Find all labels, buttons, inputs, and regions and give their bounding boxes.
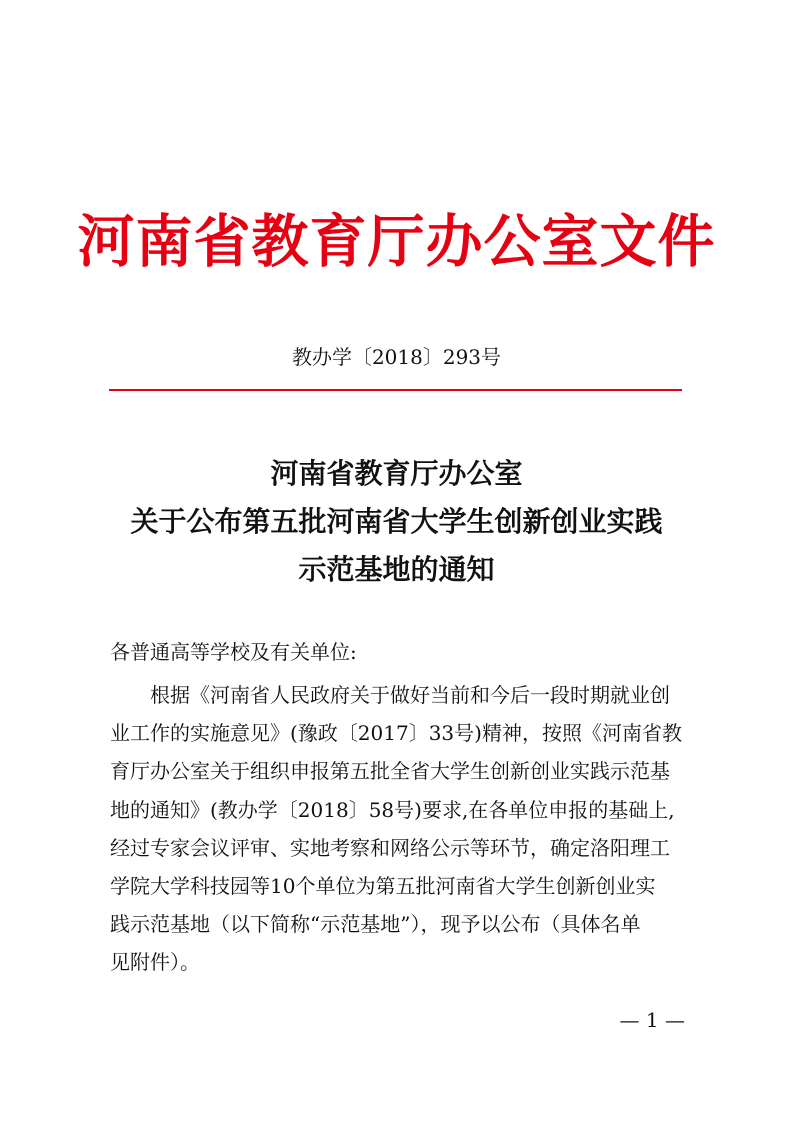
- body-line: 践示范基地（以下简称“示范基地”），现予以公布（具体名单: [110, 912, 641, 937]
- body-line: 见附件）。: [110, 950, 200, 975]
- title-line: 关于公布第五批河南省大学生创新创业实践: [130, 505, 663, 538]
- body-line: 育厅办公室关于组织申报第五批全省大学生创新创业实践示范基: [110, 759, 670, 784]
- notice-title: [0, 450, 793, 594]
- body-line: 业工作的实施意见》(豫政〔2017〕33号)精神，按照《河南省教: [110, 721, 682, 746]
- document-number: 教办学〔2018〕293号: [291, 345, 502, 369]
- page-number: — 1 —: [619, 1008, 685, 1032]
- salutation: 各普通高等学校及有关单位:: [110, 640, 357, 664]
- body-line: 学院大学科技园等10个单位为第五批河南省大学生创新创业实: [110, 873, 656, 898]
- body-line: 根据《河南省人民政府关于做好当前和今后一段时期就业创: [150, 683, 670, 707]
- title-line: 河南省教育厅办公室: [270, 457, 523, 490]
- body-paragraph: [110, 676, 688, 982]
- red-divider-line: [109, 389, 682, 391]
- title-line: 示范基地的通知: [298, 553, 495, 586]
- body-line: 经过专家会议评审、实地考察和网络公示等环节，确定洛阳理工: [110, 835, 670, 860]
- document-masthead: 河南省教育厅办公室文件: [77, 208, 716, 275]
- body-line: 地的通知》(教办学〔2018〕58号)要求,在各单位申报的基础上,: [110, 797, 675, 822]
